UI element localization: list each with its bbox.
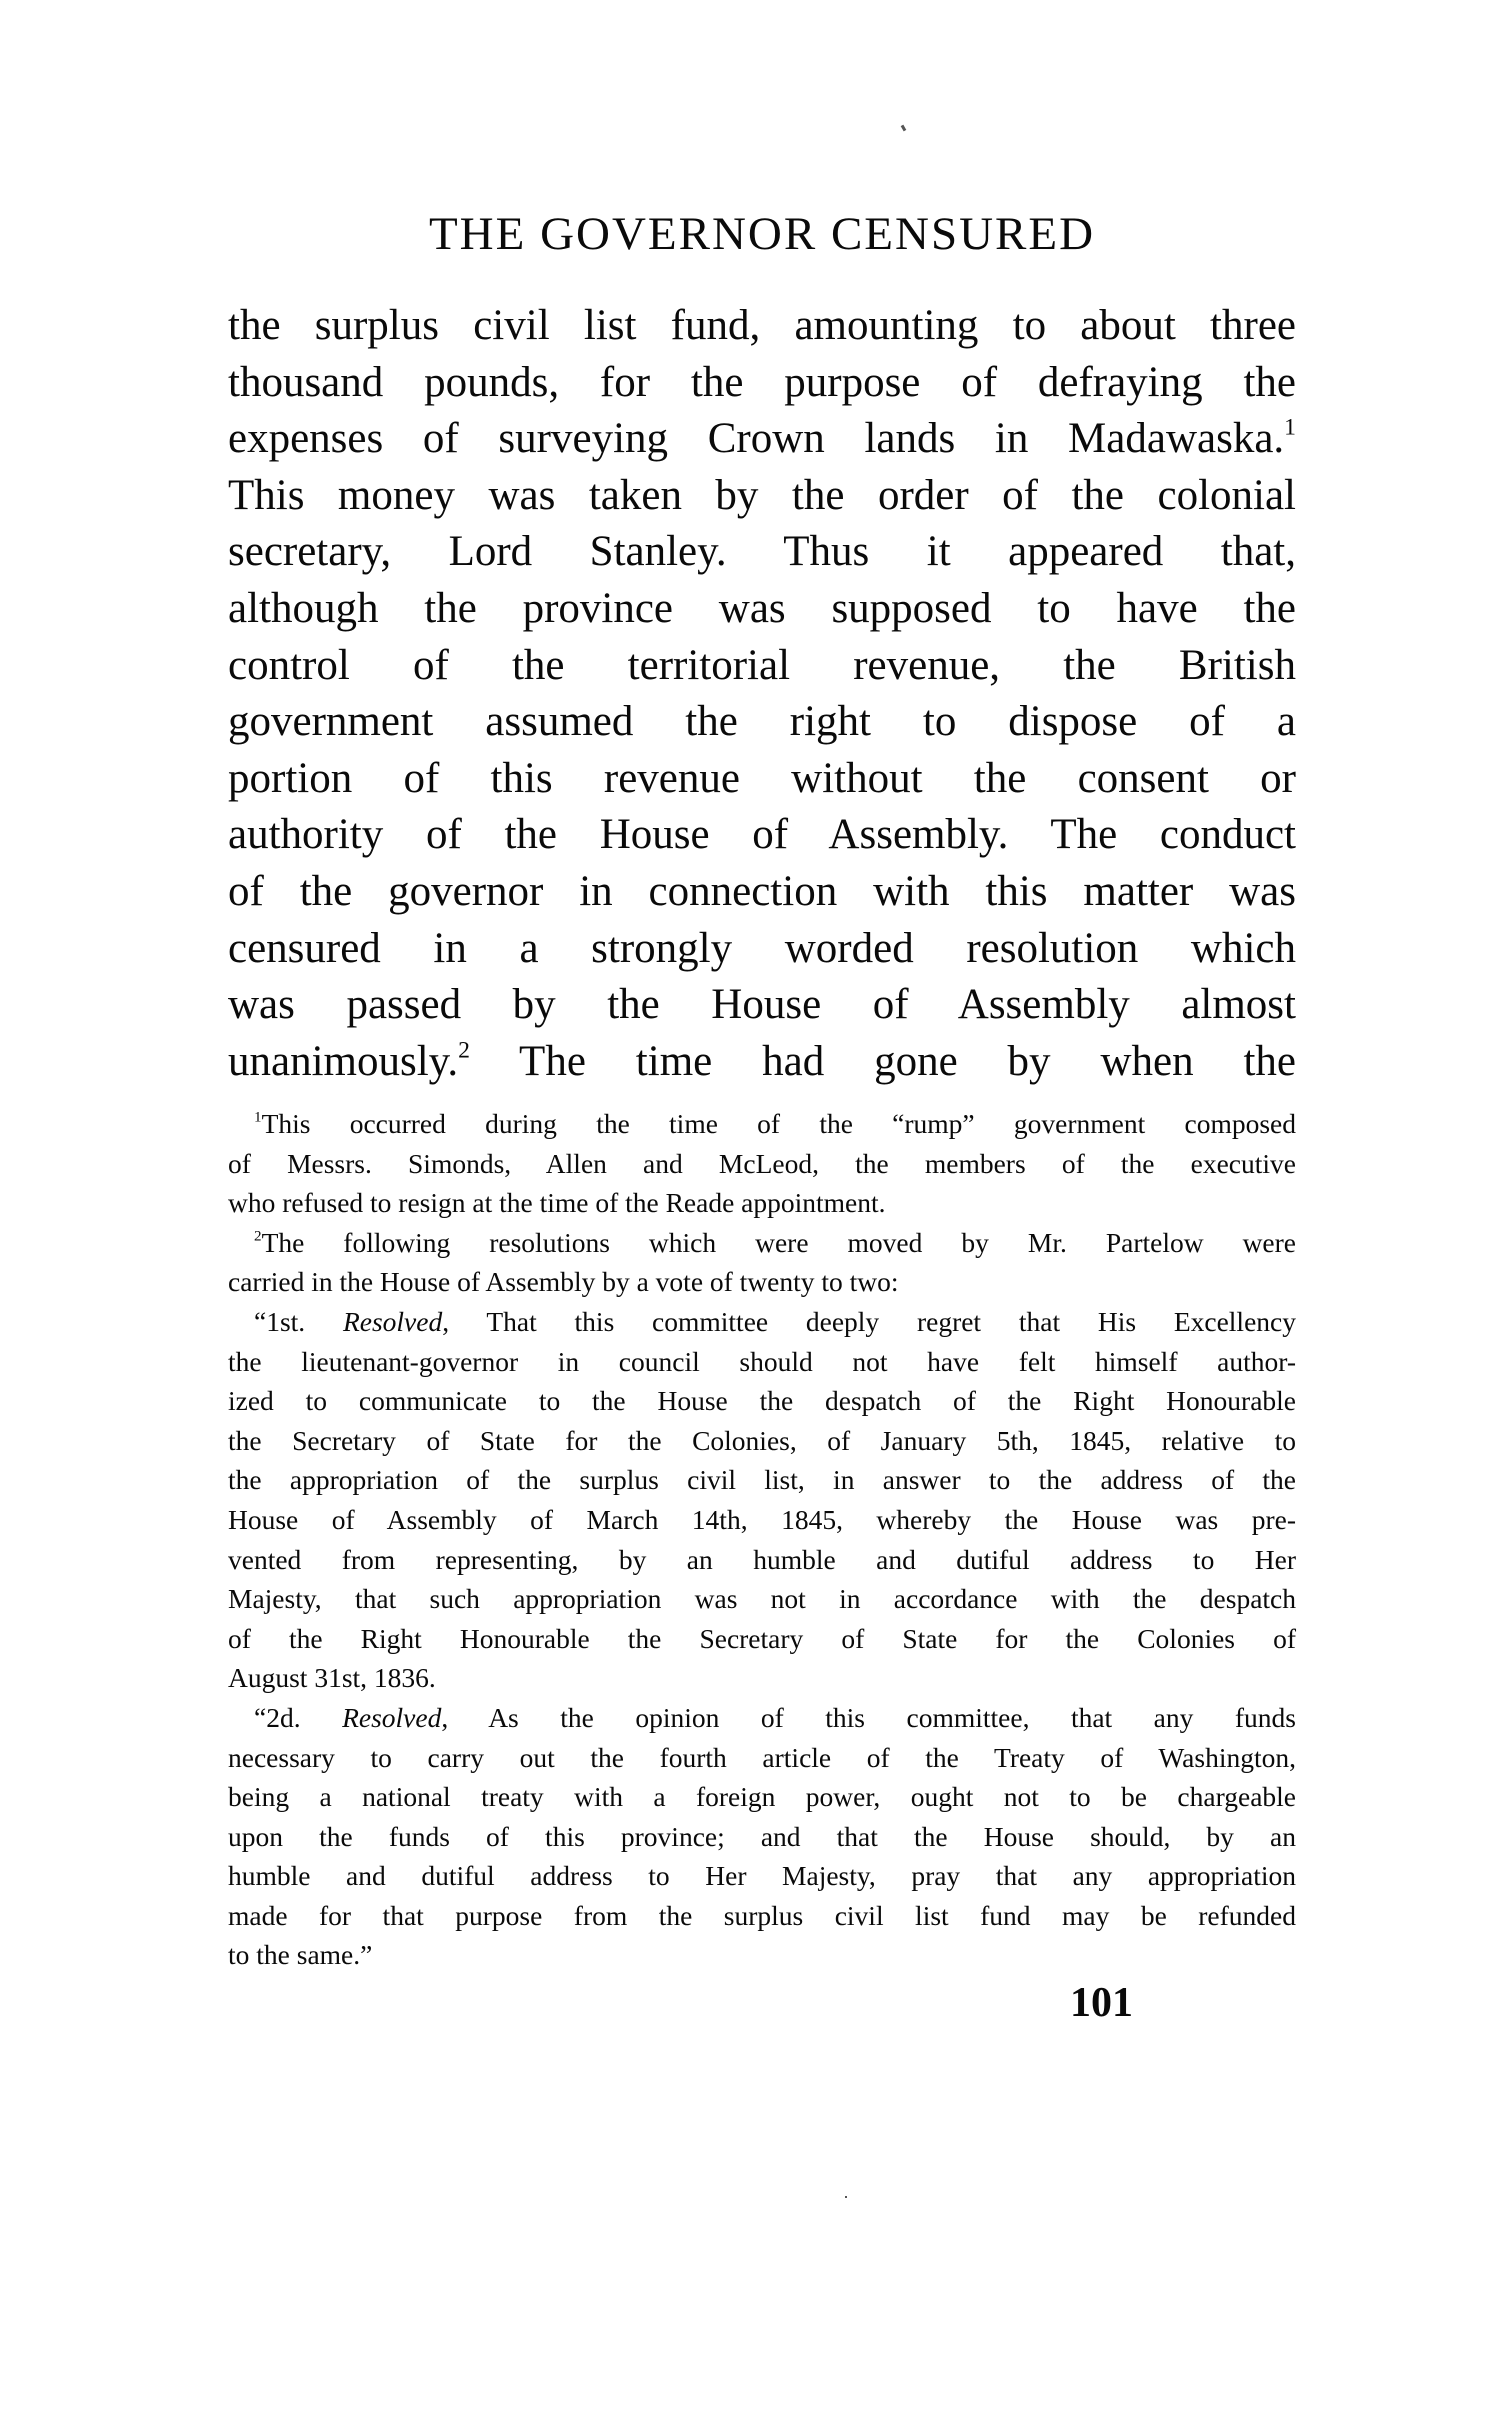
- footnote-1-line: of Messrs. Simonds, Allen and McLeod, the members of the executive: [228, 1147, 1296, 1179]
- resolution-2-line: to the same.”: [228, 1939, 373, 1971]
- body-line: censured in a strongly worded resolution which: [228, 924, 1296, 972]
- footnote-1-line: [228, 1104, 1296, 1144]
- scan-speck: [901, 125, 907, 132]
- resolution-1-line: of the Right Honourable the Secretary of State for the Colonies of: [228, 1622, 1296, 1654]
- resolution-2-line: [228, 1698, 1296, 1738]
- footnotes: [228, 1104, 1296, 1975]
- footnote-text: The following resolutions which were moved by Mr. Partelow were: [261, 1226, 1296, 1258]
- resolution-1-line: August 31st, 1836.: [228, 1662, 436, 1694]
- body-line: This money was taken by the order of the colonial: [228, 471, 1296, 519]
- body-line: was passed by the House of Assembly almost: [228, 981, 1296, 1029]
- body-line-text: expenses of surveying Crown lands in Madawaska.: [228, 415, 1285, 463]
- resolution-1-line: vented from representing, by an humble and dutiful address to Her: [228, 1543, 1296, 1575]
- footnote-ref-1[interactable]: 1: [1284, 414, 1296, 441]
- resolved-keyword: Resolved: [342, 1701, 442, 1733]
- resolution-1-line: House of Assembly of March 14th, 1845, whereby the House was pre-: [228, 1503, 1296, 1535]
- resolution-1-line: Majesty, that such appropriation was not in accordance with the despatch: [228, 1583, 1296, 1615]
- body-line: thousand pounds, for the purpose of defraying the: [228, 358, 1296, 406]
- body-line-text: unanimously.: [228, 1037, 459, 1085]
- footnote-1-line: who refused to resign at the time of the Reade appointment.: [228, 1187, 886, 1219]
- body-line: although the province was supposed to have the: [228, 584, 1296, 632]
- resolution-1-line: the appropriation of the surplus civil list, in answer to the address of the: [228, 1464, 1296, 1496]
- resolution-2-line: being a national treaty with a foreign power, ought not to be chargeable: [228, 1781, 1296, 1813]
- scan-speck: [845, 2196, 847, 2198]
- resolution-number: “1st.: [254, 1305, 343, 1337]
- resolution-1-line: the lieutenant-governor in council should not have felt himself author-: [228, 1345, 1296, 1377]
- body-line: [228, 1034, 1296, 1091]
- resolution-2-line: made for that purpose from the surplus civil list fund may be refunded: [228, 1899, 1296, 1931]
- resolution-1-line: the Secretary of State for the Colonies, of January 5th, 1845, relative to: [228, 1424, 1296, 1456]
- page-number: 101: [1070, 1980, 1133, 2026]
- body-paragraph: [228, 298, 1296, 1090]
- footnote-text: This occurred during the time of the “rump” government composed: [261, 1108, 1296, 1139]
- footnote-2-line: [228, 1223, 1296, 1263]
- resolution-2-line: necessary to carry out the fourth article of the Treaty of Washington,: [228, 1741, 1296, 1773]
- footnote-ref-2[interactable]: 2: [458, 1036, 470, 1063]
- body-line: authority of the House of Assembly. The conduct: [228, 811, 1296, 859]
- footnote-2-line: carried in the House of Assembly by a vote of twenty to two:: [228, 1266, 899, 1298]
- body-line: control of the territorial revenue, the British: [228, 641, 1296, 689]
- body-line: secretary, Lord Stanley. Thus it appeared that,: [228, 528, 1296, 576]
- body-line: portion of this revenue without the consent or: [228, 754, 1296, 802]
- resolution-2-line: humble and dutiful address to Her Majesty, pray that any appropriation: [228, 1860, 1296, 1892]
- footnote-text: , As the opinion of this committee, that any funds: [441, 1701, 1296, 1733]
- footnote-marker-2: 2: [254, 1228, 262, 1245]
- resolution-2-line: upon the funds of this province; and that the House should, by an: [228, 1820, 1296, 1852]
- resolution-1-line: [228, 1302, 1296, 1342]
- running-title: THE GOVERNOR CENSURED: [428, 208, 1096, 260]
- body-line: [228, 411, 1296, 468]
- resolution-1-line: ized to communicate to the House the despatch of the Right Honourable: [228, 1385, 1296, 1417]
- body-line: the surplus civil list fund, amounting to about three: [228, 302, 1296, 349]
- body-line: of the governor in connection with this matter was: [228, 867, 1296, 915]
- resolved-keyword: Resolved: [342, 1305, 443, 1337]
- footnote-text: , That this committee deeply regret that His Excellency: [442, 1305, 1296, 1337]
- resolution-number: “2d.: [254, 1701, 343, 1733]
- body-line: government assumed the right to dispose of a: [228, 698, 1296, 746]
- footnote-marker-1: 1: [254, 1109, 262, 1126]
- body-line-text: The time had gone by when the: [469, 1037, 1296, 1085]
